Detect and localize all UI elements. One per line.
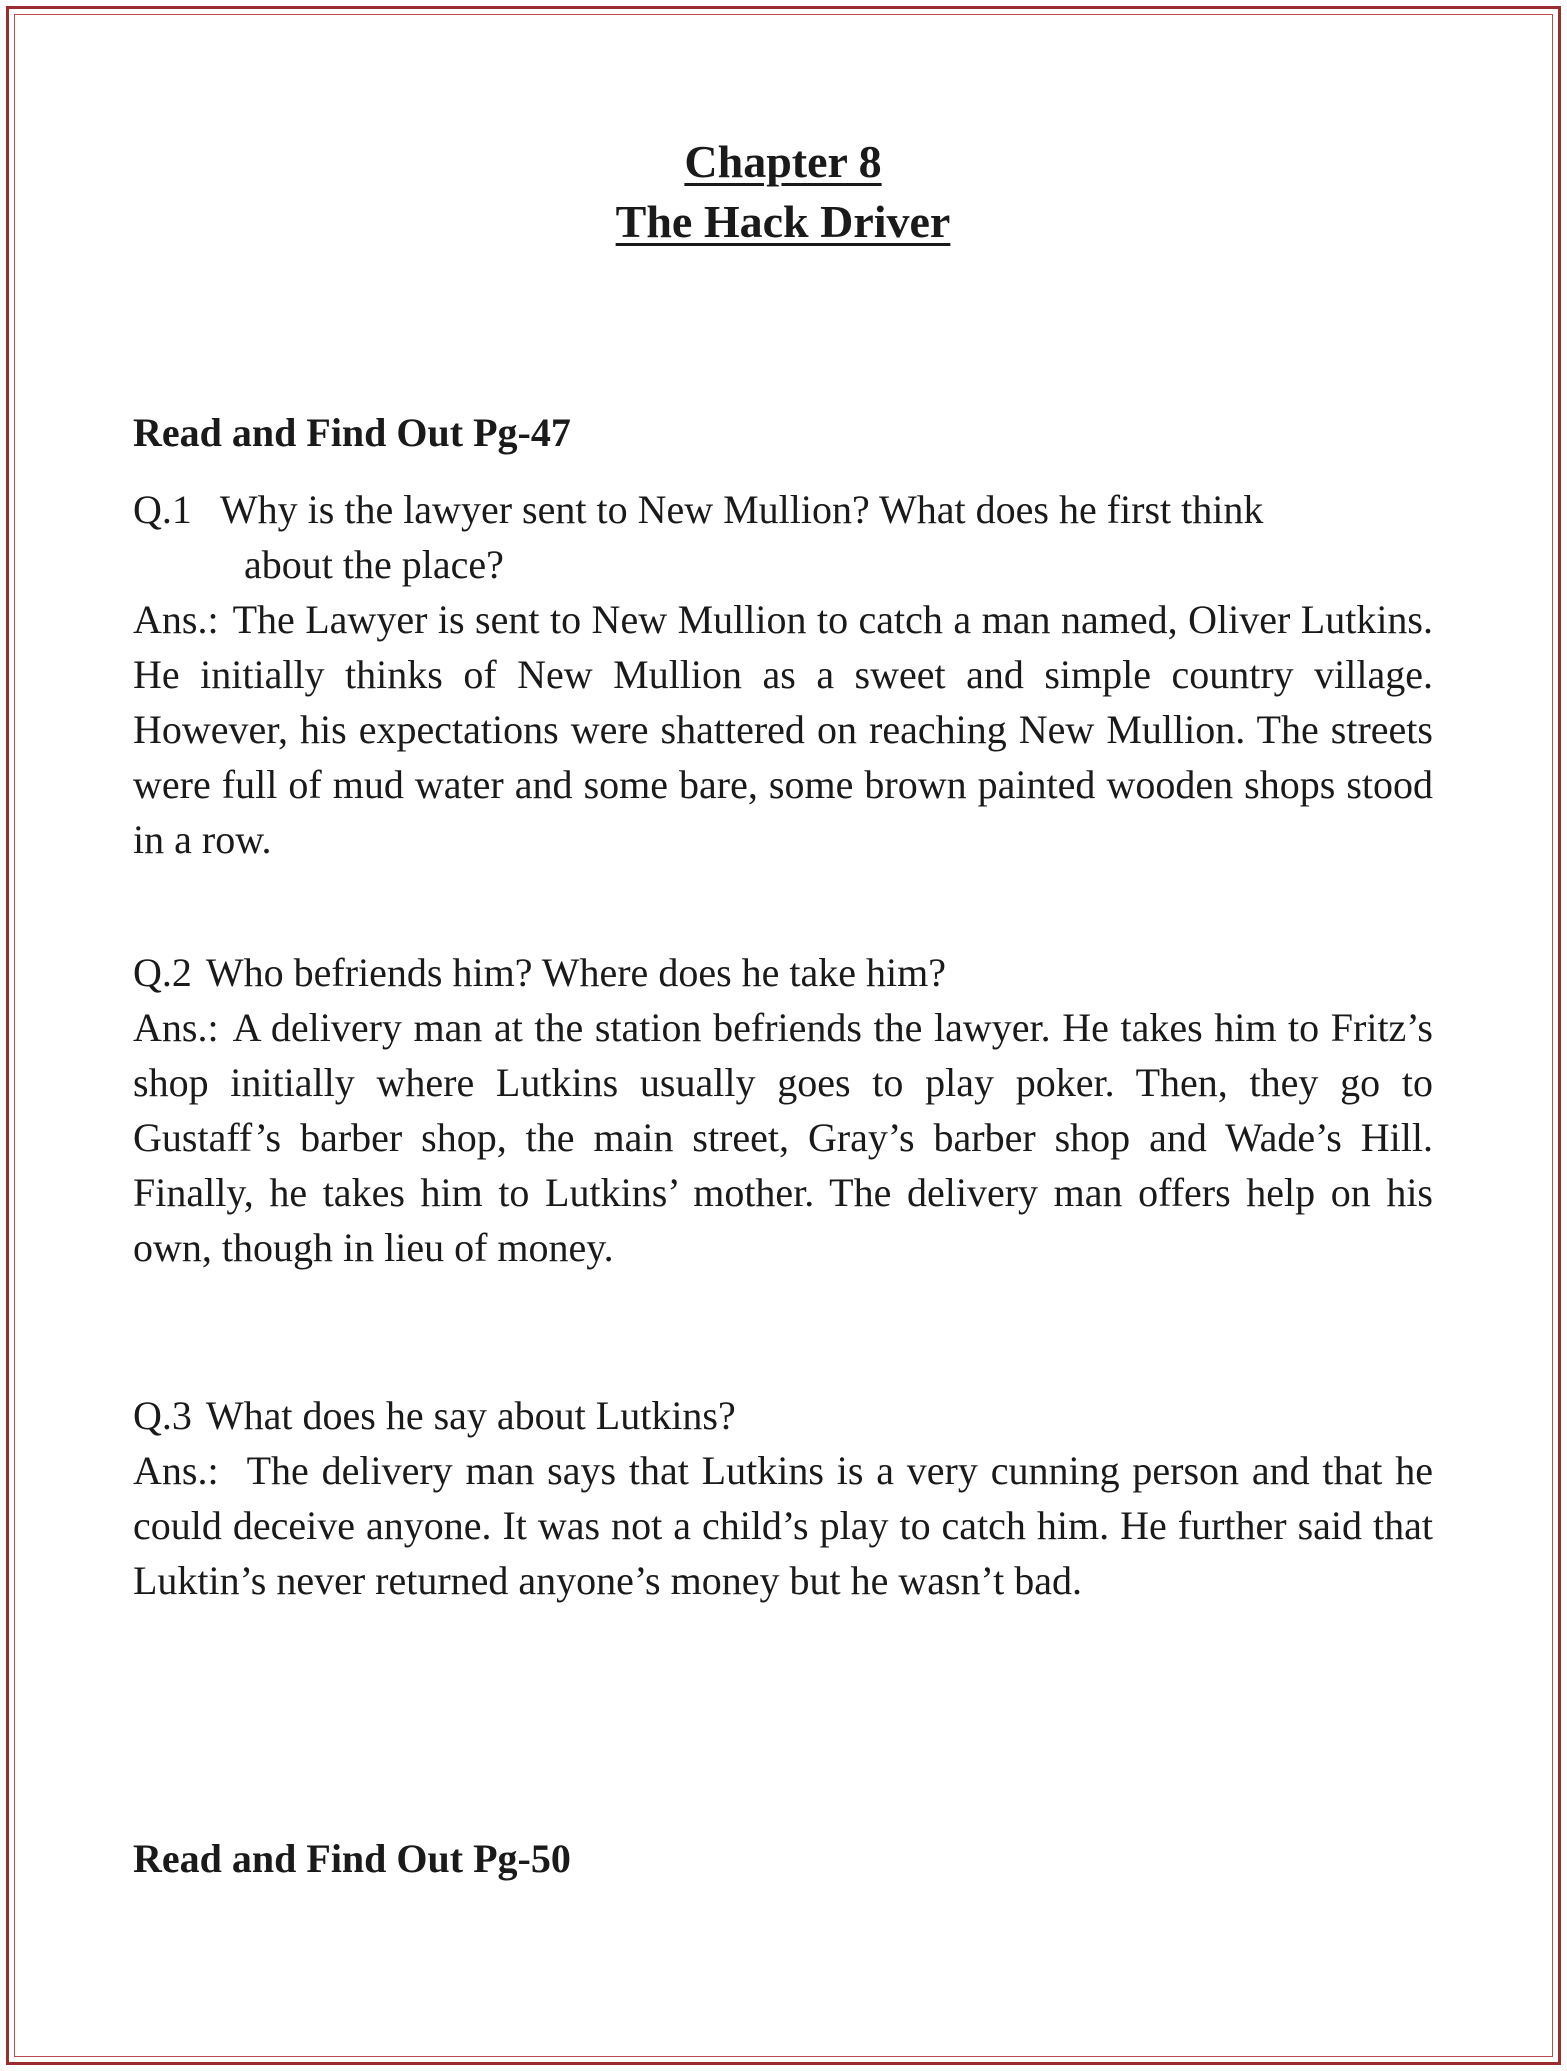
answer-1 — [133, 592, 1433, 867]
question-1-continuation: about the place? — [244, 542, 504, 587]
answer-3 — [133, 1443, 1433, 1608]
question-2 — [133, 945, 1433, 1000]
qa-item-1 — [133, 482, 1433, 867]
question-text: What does he say about Lutkins? — [205, 1393, 736, 1438]
question-label: Q.2 — [133, 950, 192, 995]
chapter-title: The Hack Driver — [615, 196, 951, 247]
answer-text: A delivery man at the station befriends the lawyer. He takes him to Fritz’s shop initially where Lutkins usually goes to play poker. Then, they go to Gustaff’s barber shop, the main street, Gray’s barber shop and Wade’s Hill. Finally, he takes him to Lutkins’ mother. The delivery man offers help on his own, though in lieu of money. — [133, 1005, 1433, 1270]
answer-label: Ans.: — [133, 597, 219, 642]
document-page — [133, 0, 1433, 2071]
question-3 — [133, 1388, 1433, 1443]
answer-label: Ans.: — [133, 1448, 219, 1493]
answer-text: The Lawyer is sent to New Mullion to catch a man named, Oliver Lutkins. He initially thinks of New Mullion as a sweet and simple country village. However, his expectations were shattered on reaching New Mullion. The streets were full of mud water and some bare, some brown painted wooden shops stood in a row. — [133, 597, 1433, 862]
chapter-number: Chapter 8 — [684, 136, 882, 187]
question-1 — [133, 482, 1433, 537]
question-label: Q.1 — [133, 487, 192, 532]
answer-2 — [133, 1000, 1433, 1275]
qa-item-3 — [133, 1388, 1433, 1608]
question-text: Why is the lawyer sent to New Mullion? What does he first think — [219, 487, 1264, 532]
answer-label: Ans.: — [133, 1005, 219, 1050]
question-label: Q.3 — [133, 1393, 192, 1438]
question-text: Who befriends him? Where does he take him? — [205, 950, 946, 995]
answer-text: The delivery man says that Lutkins is a very cunning person and that he could deceive anyone. It was not a child’s play to catch him. He further said that Luktin’s never returned anyone’s money but he wasn’t bad. — [133, 1448, 1433, 1603]
section-heading-pg50: Read and Find Out Pg-50 — [133, 1836, 571, 1881]
chapter-title-block — [133, 132, 1433, 252]
qa-item-2 — [133, 945, 1433, 1275]
section-heading-pg47: Read and Find Out Pg-47 — [133, 410, 571, 455]
